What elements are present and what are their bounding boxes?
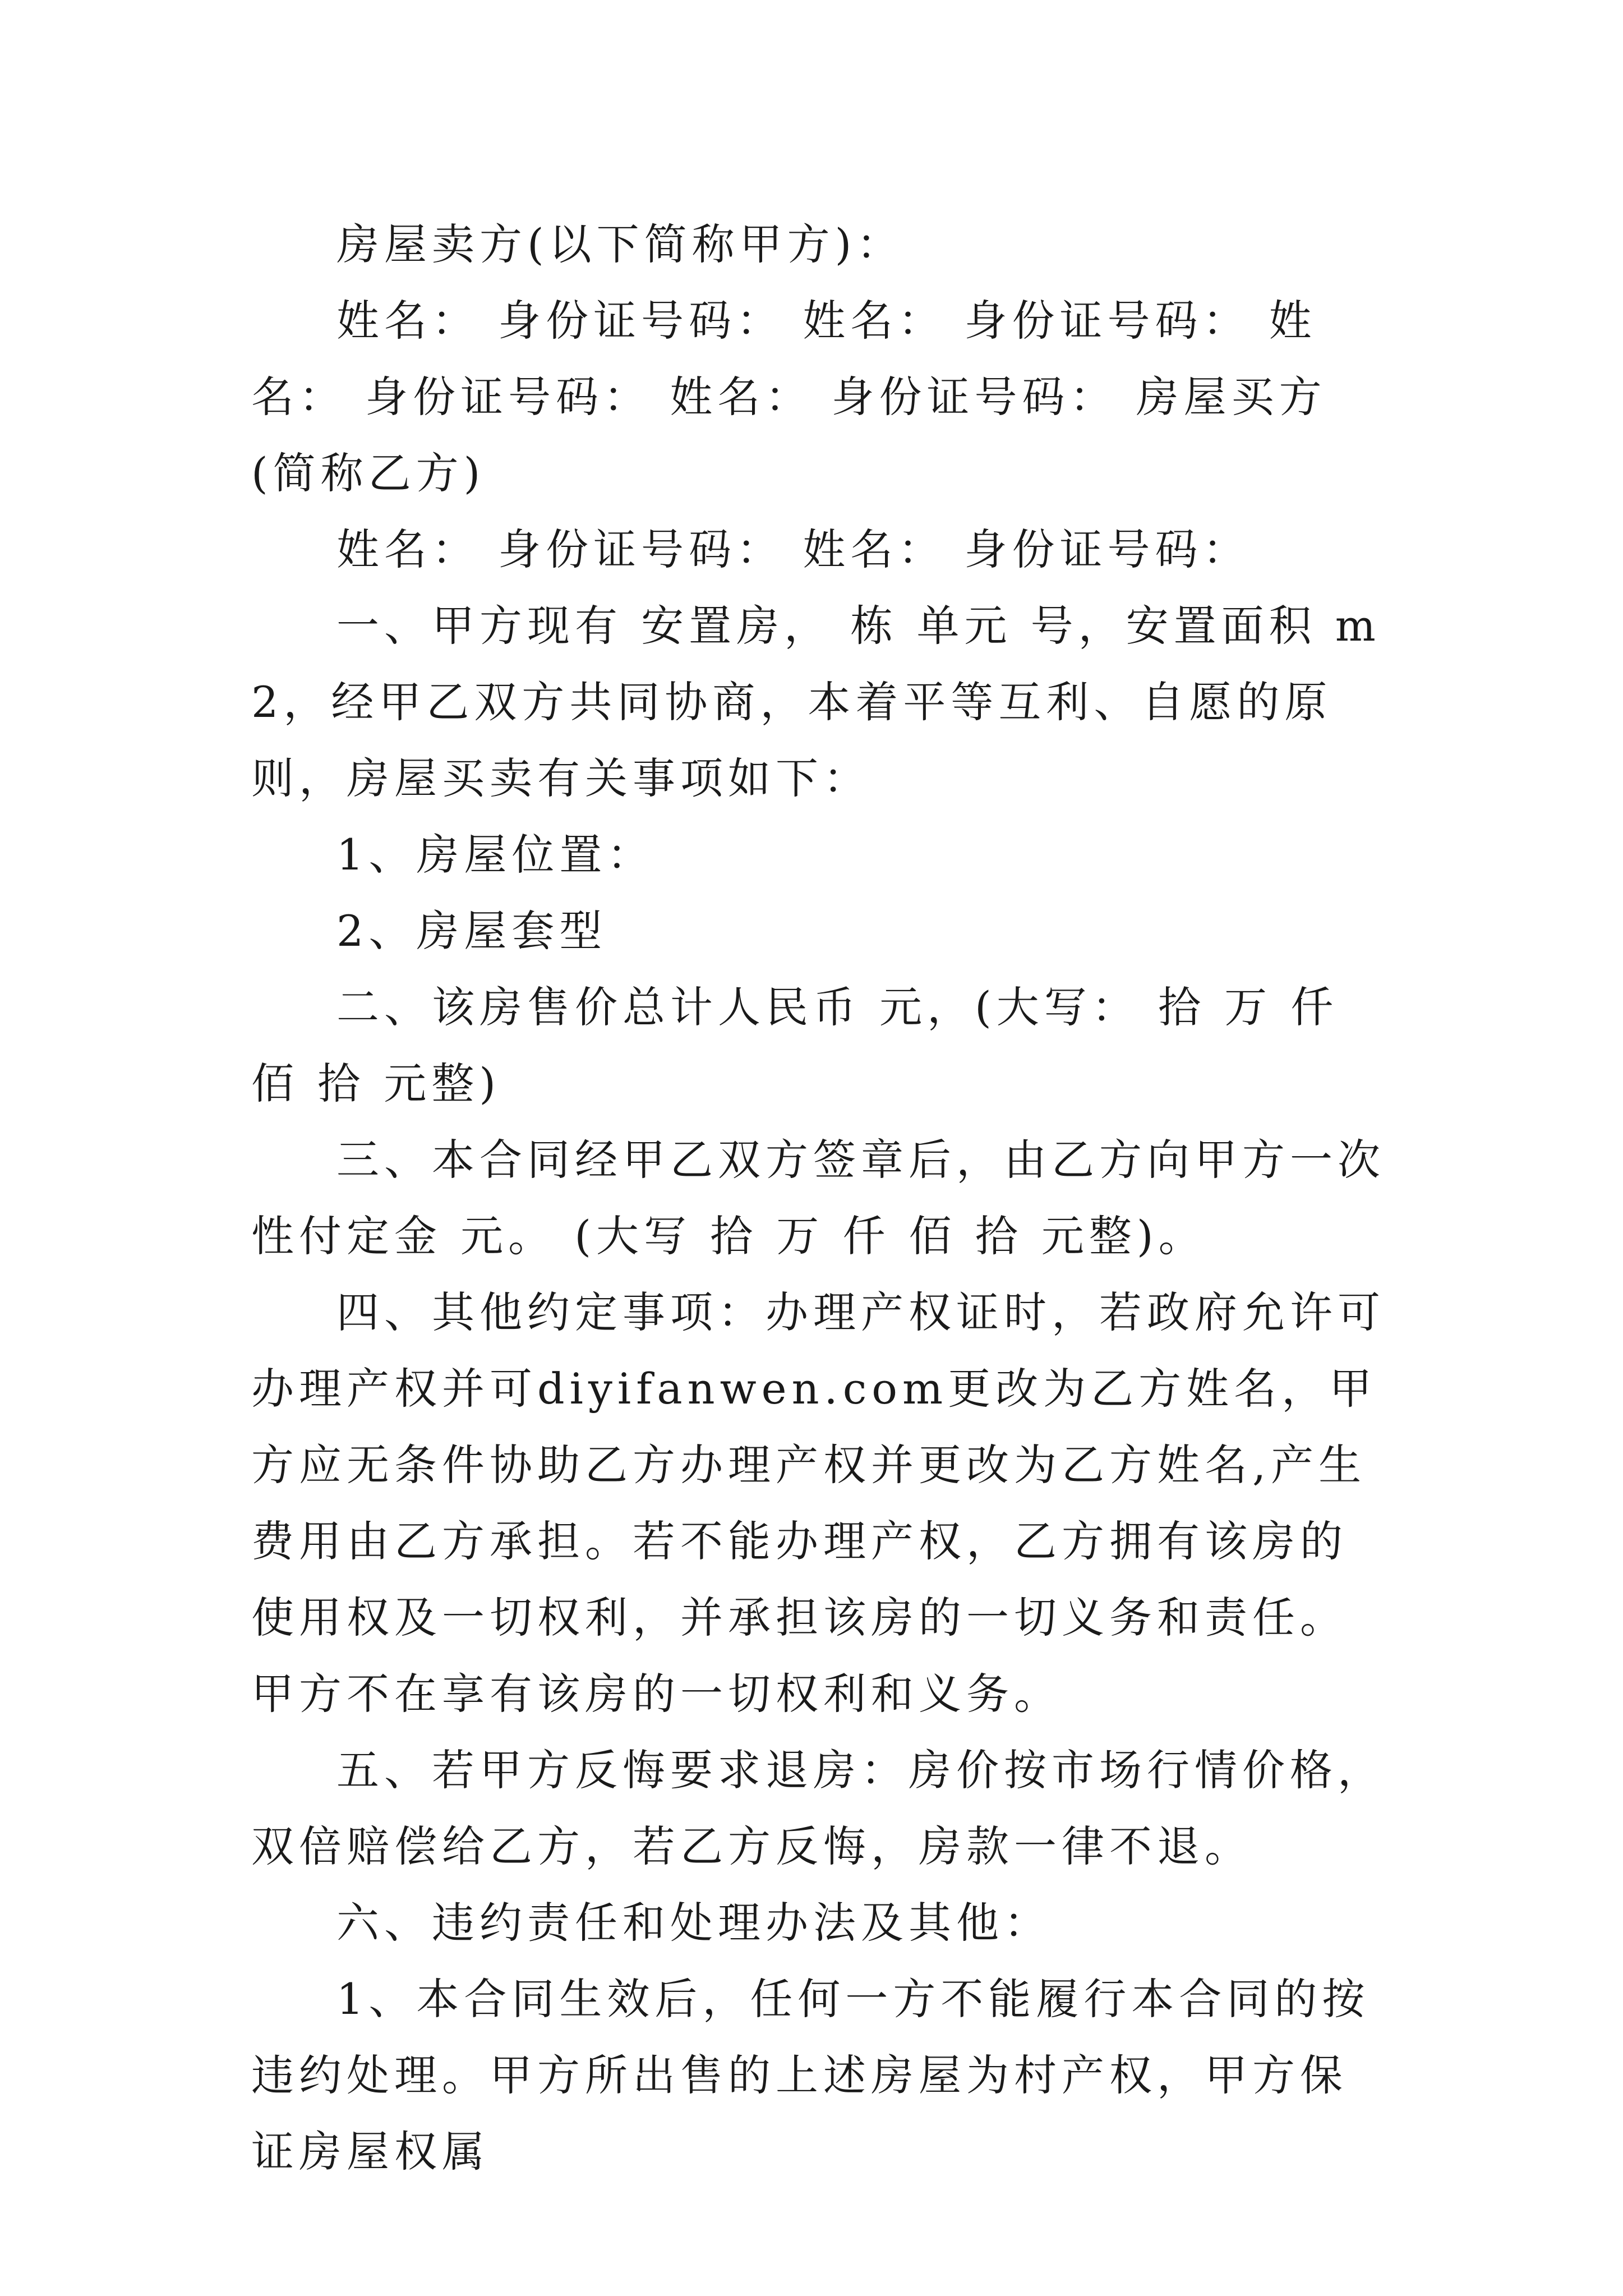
clause-1-item-location: 1、房屋位置： [336,830,655,880]
clause-4-other: 四、其他约定事项：办理产权证时，若政府允许可办理产权并可diyifanwen.com更改为乙方姓名，甲方应无条件协助乙方办理产权并更改为乙方姓名,产生费用由乙方承担。若不能办理产权，乙方拥有该房的使用权及一切权利，并承担该房的一切义务和责任。甲方不在享有该房的一切权利和义务。 [251,1287,1385,1719]
clause-2-price: 二、该房售价总计人民币 元，(大写： 拾 万 仟 佰 拾 元整) [251,982,1339,1108]
clause-5-refund: 五、若甲方反悔要求退房：房价按市场行情价格，双倍赔偿给乙方，若乙方反悔，房款一律不退。 [251,1745,1385,1871]
clause-6-item-1: 1、本合同生效后，任何一方不能履行本合同的按违约处理。甲方所出售的上述房屋为村产权，甲方保证房屋权属 [251,1974,1370,2177]
buyer-names: 姓名： 身份证号码： 姓名： 身份证号码： [336,524,1251,574]
clause-6-heading: 六、违约责任和处理办法及其他： [336,1898,1052,1948]
clause-1: 一、甲方现有 安置房， 栋 单元 号，安置面积 m2，经甲乙双方共同协商，本着平等互利、自愿的原则，房屋买卖有关事项如下： [251,601,1381,803]
seller-names-and-buyer-heading: 姓名： 身份证号码： 姓名： 身份证号码： 姓名： 身份证号码： 姓名： 身份证号码： 房屋买方(简称乙方) [251,296,1327,498]
clause-3-deposit: 三、本合同经甲乙双方签章后，由乙方向甲方一次性付定金 元。 (大写 拾 万 仟 佰 拾 元整)。 [251,1135,1385,1261]
clause-1-item-type: 2、房屋套型 [336,906,607,956]
seller-heading: 房屋卖方(以下简称甲方)： [336,219,905,269]
